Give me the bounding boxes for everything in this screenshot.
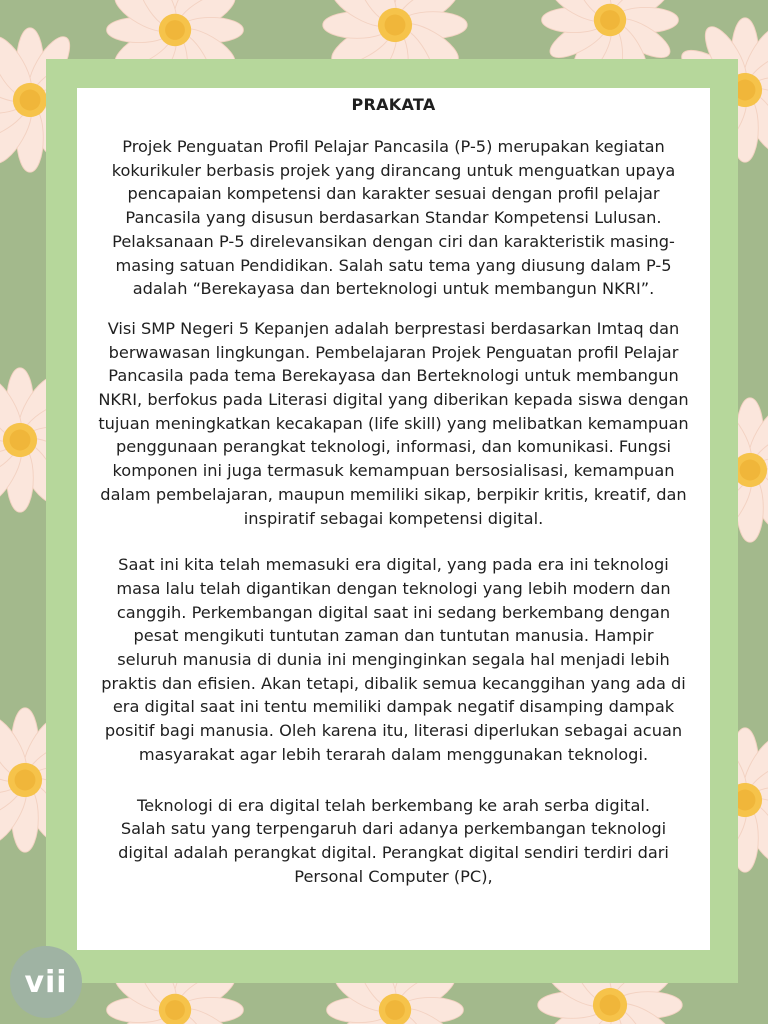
document-page	[77, 88, 710, 950]
page-number: vii	[24, 964, 68, 1000]
page-title: PRAKATA	[351, 95, 436, 114]
paragraph-intro: Projek Penguatan Profil Pelajar Pancasila (P-5) merupakan kegiatan kokurikuler berbasis projek yang dirancang untuk menguatkan upaya pencapaian kompetensi dan karakter sesuai dengan profil pelajar Pancasila yang disusun berdasarkan Standar Kompetensi Lulusan. Pelaksanaan P-5 direlevansikan dengan ciri dan karakteristik masing- masing satuan Pendidikan. Salah satu tema yang diusung dalam P-5 adalah “Berekayasa dan berteknologi untuk membangun NKRI”.	[111, 137, 676, 299]
page-number-badge	[10, 946, 82, 1018]
paragraph-vision: Visi SMP Negeri 5 Kepanjen adalah berprestasi berdasarkan Imtaq dan berwawasan lingkungan. Pembelajaran Projek Penguatan profil Pelajar Pancasila pada tema Berekayasa dan Berteknologi untuk membangun NKRI, berfokus pada Literasi digital yang diberikan kepada siswa dengan tujuan meningkatkan kecakapan (life skill) yang melibatkan kemampuan penggunaan perangkat teknologi, informasi, dan komunikasi. Fungsi komponen ini juga termasuk kemampuan bersosialisasi, kemampuan dalam pembelajaran, maupun memiliki sikap, berpikir kritis, kreatif, dan inspiratif sebagai kompetensi digital.	[98, 318, 689, 528]
paragraph-digital-era: Saat ini kita telah memasuki era digital, yang pada era ini teknologi masa lalu telah digantikan dengan teknologi yang lebih modern dan canggih. Perkembangan digital saat ini sedang berkembang dengan pesat mengikuti tuntutan zaman dan tuntutan manusia. Hampir seluruh manusia di dunia ini menginginkan segala hal menjadi lebih praktis dan efisien. Akan tetapi, dibalik semua kecanggihan yang ada di era digital saat ini tentu memiliki dampak negatif disamping dampak positif bagi manusia. Oleh karena itu, literasi diperlukan sebagai acuan masyarakat agar lebih terarah dalam menggunakan teknologi.	[101, 555, 686, 764]
paragraph-technology: Teknologi di era digital telah berkembang ke arah serba digital. Salah satu yang terpengaruh dari adanya perkembangan teknologi digital adalah perangkat digital. Perangkat digital sendiri terdiri dari Personal Computer (PC),	[118, 795, 669, 886]
